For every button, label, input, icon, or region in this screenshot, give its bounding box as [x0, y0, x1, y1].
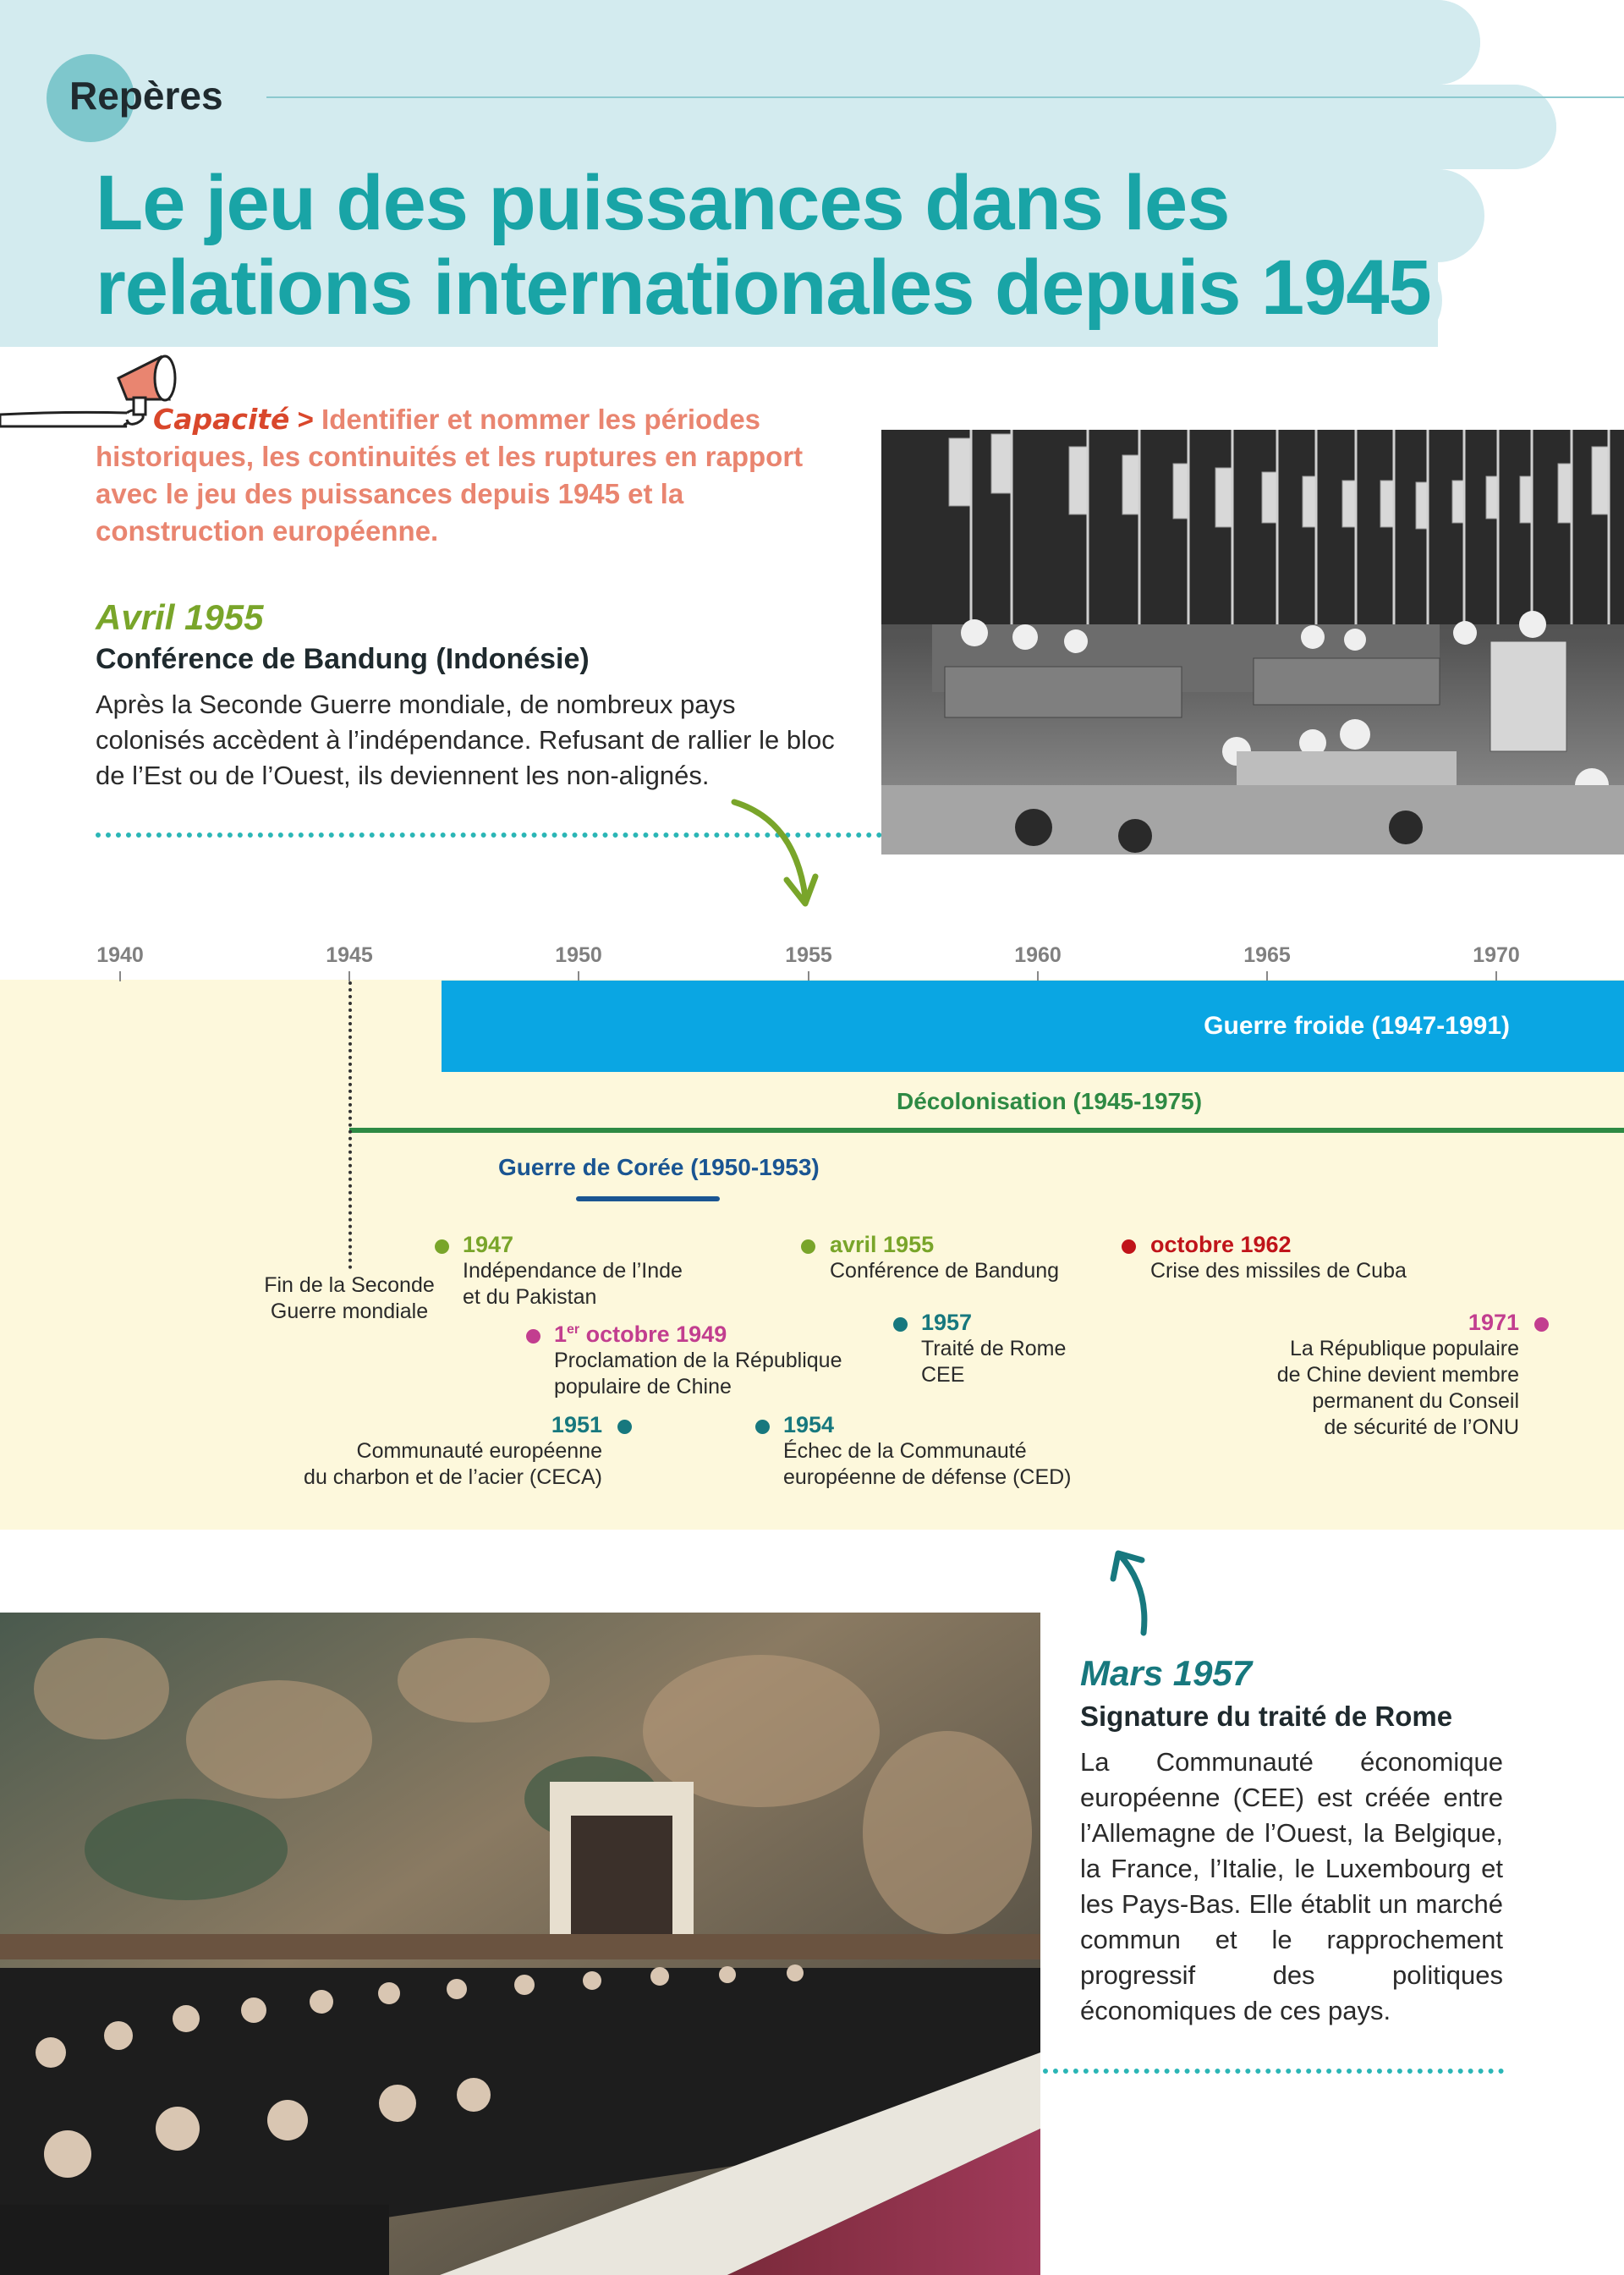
curved-arrow-down-icon [727, 795, 820, 914]
event-text-line: du charbon et de l’acier (CECA) [304, 1465, 602, 1489]
event-1951 [247, 1412, 602, 1491]
event-date-part: octobre 1949 [579, 1322, 727, 1347]
header-rule [266, 96, 1624, 98]
event-date: octobre 1962 [1150, 1232, 1292, 1257]
event-1949 [554, 1322, 842, 1400]
event-date: 1957 [921, 1310, 973, 1335]
bandung-date: Avril 1955 [96, 597, 264, 637]
event-date-part: 1 [554, 1322, 568, 1347]
year-label-1940: 1940 [96, 943, 144, 967]
event-date: avril 1955 [830, 1232, 935, 1257]
event-text-line: européenne de défense (CED) [783, 1465, 1072, 1489]
capacity-statement [96, 401, 840, 550]
year-label-1965: 1965 [1243, 943, 1291, 967]
korea-war-period-line [576, 1196, 720, 1201]
year-label-1960: 1960 [1014, 943, 1062, 967]
event-text-line: Crise des missiles de Cuba [1150, 1259, 1407, 1283]
event-dot-1951 [617, 1420, 632, 1434]
decolonization-period-line [349, 1128, 1624, 1133]
curved-arrow-up-icon [1108, 1545, 1159, 1638]
event-dot-1955 [801, 1239, 815, 1254]
rome-title: Signature du traité de Rome [1080, 1701, 1453, 1732]
ww2-end-marker [348, 981, 352, 1269]
year-label-1945: 1945 [326, 943, 373, 967]
event-text-line: et du Pakistan [463, 1285, 597, 1309]
bandung-title: Conférence de Bandung (Indonésie) [96, 643, 590, 675]
cold-war-label: Guerre froide (1947-1991) [1204, 1012, 1510, 1040]
year-tick [348, 971, 350, 981]
decolonization-label: Décolonisation (1945-1975) [897, 1088, 1203, 1114]
korea-war-label: Guerre de Corée (1950-1953) [498, 1154, 820, 1180]
event-dot-1949 [526, 1329, 540, 1344]
rome-date: Mars 1957 [1080, 1653, 1253, 1693]
event-date: 1954 [783, 1412, 835, 1437]
capacity-arrow: > [297, 404, 314, 435]
event-dot-1962 [1122, 1239, 1136, 1254]
capacity-text: Identifier et nommer les périodes historiques, les continuités et les ruptures en rapport avec le jeu des puissances depuis 1945 et la construction européenne. [96, 404, 804, 547]
ww2-end-label: Fin de la Seconde Guerre mondiale [264, 1273, 435, 1323]
event-date-superscript: er [567, 1322, 580, 1337]
event-text-line: de Chine devient membre [1276, 1363, 1519, 1387]
event-1947 [463, 1232, 683, 1311]
event-dot-1947 [435, 1239, 449, 1254]
rome-dotted-divider [1043, 2069, 1504, 2074]
event-dot-1971 [1534, 1317, 1549, 1332]
event-text-line: permanent du Conseil [1312, 1389, 1519, 1413]
capacity-label: Capacité [153, 403, 290, 436]
event-date: 1947 [463, 1232, 514, 1257]
rome-text: La Communauté économique européenne (CEE) est créée entre l’Allemagne de l’Ouest, la Belgique, la France, l’Italie, le Luxembourg et les Pays-Bas. Elle établit un marché commun et le rapprochement progressif des politiques économiques de ces pays. [1080, 1747, 1503, 2025]
page-title-line-1: Le jeu des puissances dans les [96, 160, 1230, 246]
treaty-of-rome-photo [0, 1613, 1040, 2275]
event-text-line: Indépendance de l’Inde [463, 1259, 683, 1283]
event-text-line: Traité de Rome [921, 1337, 1067, 1360]
page-title [96, 161, 1449, 330]
year-label-1970: 1970 [1473, 943, 1520, 967]
event-1955 [830, 1232, 1059, 1284]
event-1971 [1164, 1310, 1519, 1441]
event-text-line: CEE [921, 1363, 965, 1387]
year-label-1950: 1950 [555, 943, 602, 967]
event-dot-1954 [755, 1420, 770, 1434]
event-text-line: La République populaire [1289, 1337, 1519, 1360]
bandung-conference-photo [881, 430, 1624, 854]
event-text-line: Proclamation de la République [554, 1349, 842, 1372]
event-text-line: populaire de Chine [554, 1375, 732, 1399]
event-text-line: Communauté européenne [356, 1439, 602, 1463]
year-tick [119, 971, 121, 981]
event-date: 1971 [1468, 1310, 1519, 1335]
event-date [554, 1322, 842, 1348]
event-text-line: de sécurité de l’ONU [1324, 1415, 1519, 1439]
event-1962 [1150, 1232, 1407, 1284]
bandung-text: Après la Seconde Guerre mondiale, de nombreux pays colonisés accèdent à l’indépendance. Refusant de rallier le bloc de l’Est ou de l’Ouest, ils deviennent les non-alignés. [96, 690, 835, 790]
event-text-line: Échec de la Communauté [783, 1439, 1027, 1463]
event-1957 [921, 1310, 1066, 1388]
page-title-line-2: relations internationales depuis 1945 [96, 245, 1431, 331]
event-text-line: Conférence de Bandung [830, 1259, 1060, 1283]
event-dot-1957 [893, 1317, 908, 1332]
event-date: 1951 [551, 1412, 602, 1437]
section-badge: Repères [69, 74, 223, 118]
year-label-1955: 1955 [785, 943, 832, 967]
event-1954 [783, 1412, 1072, 1491]
